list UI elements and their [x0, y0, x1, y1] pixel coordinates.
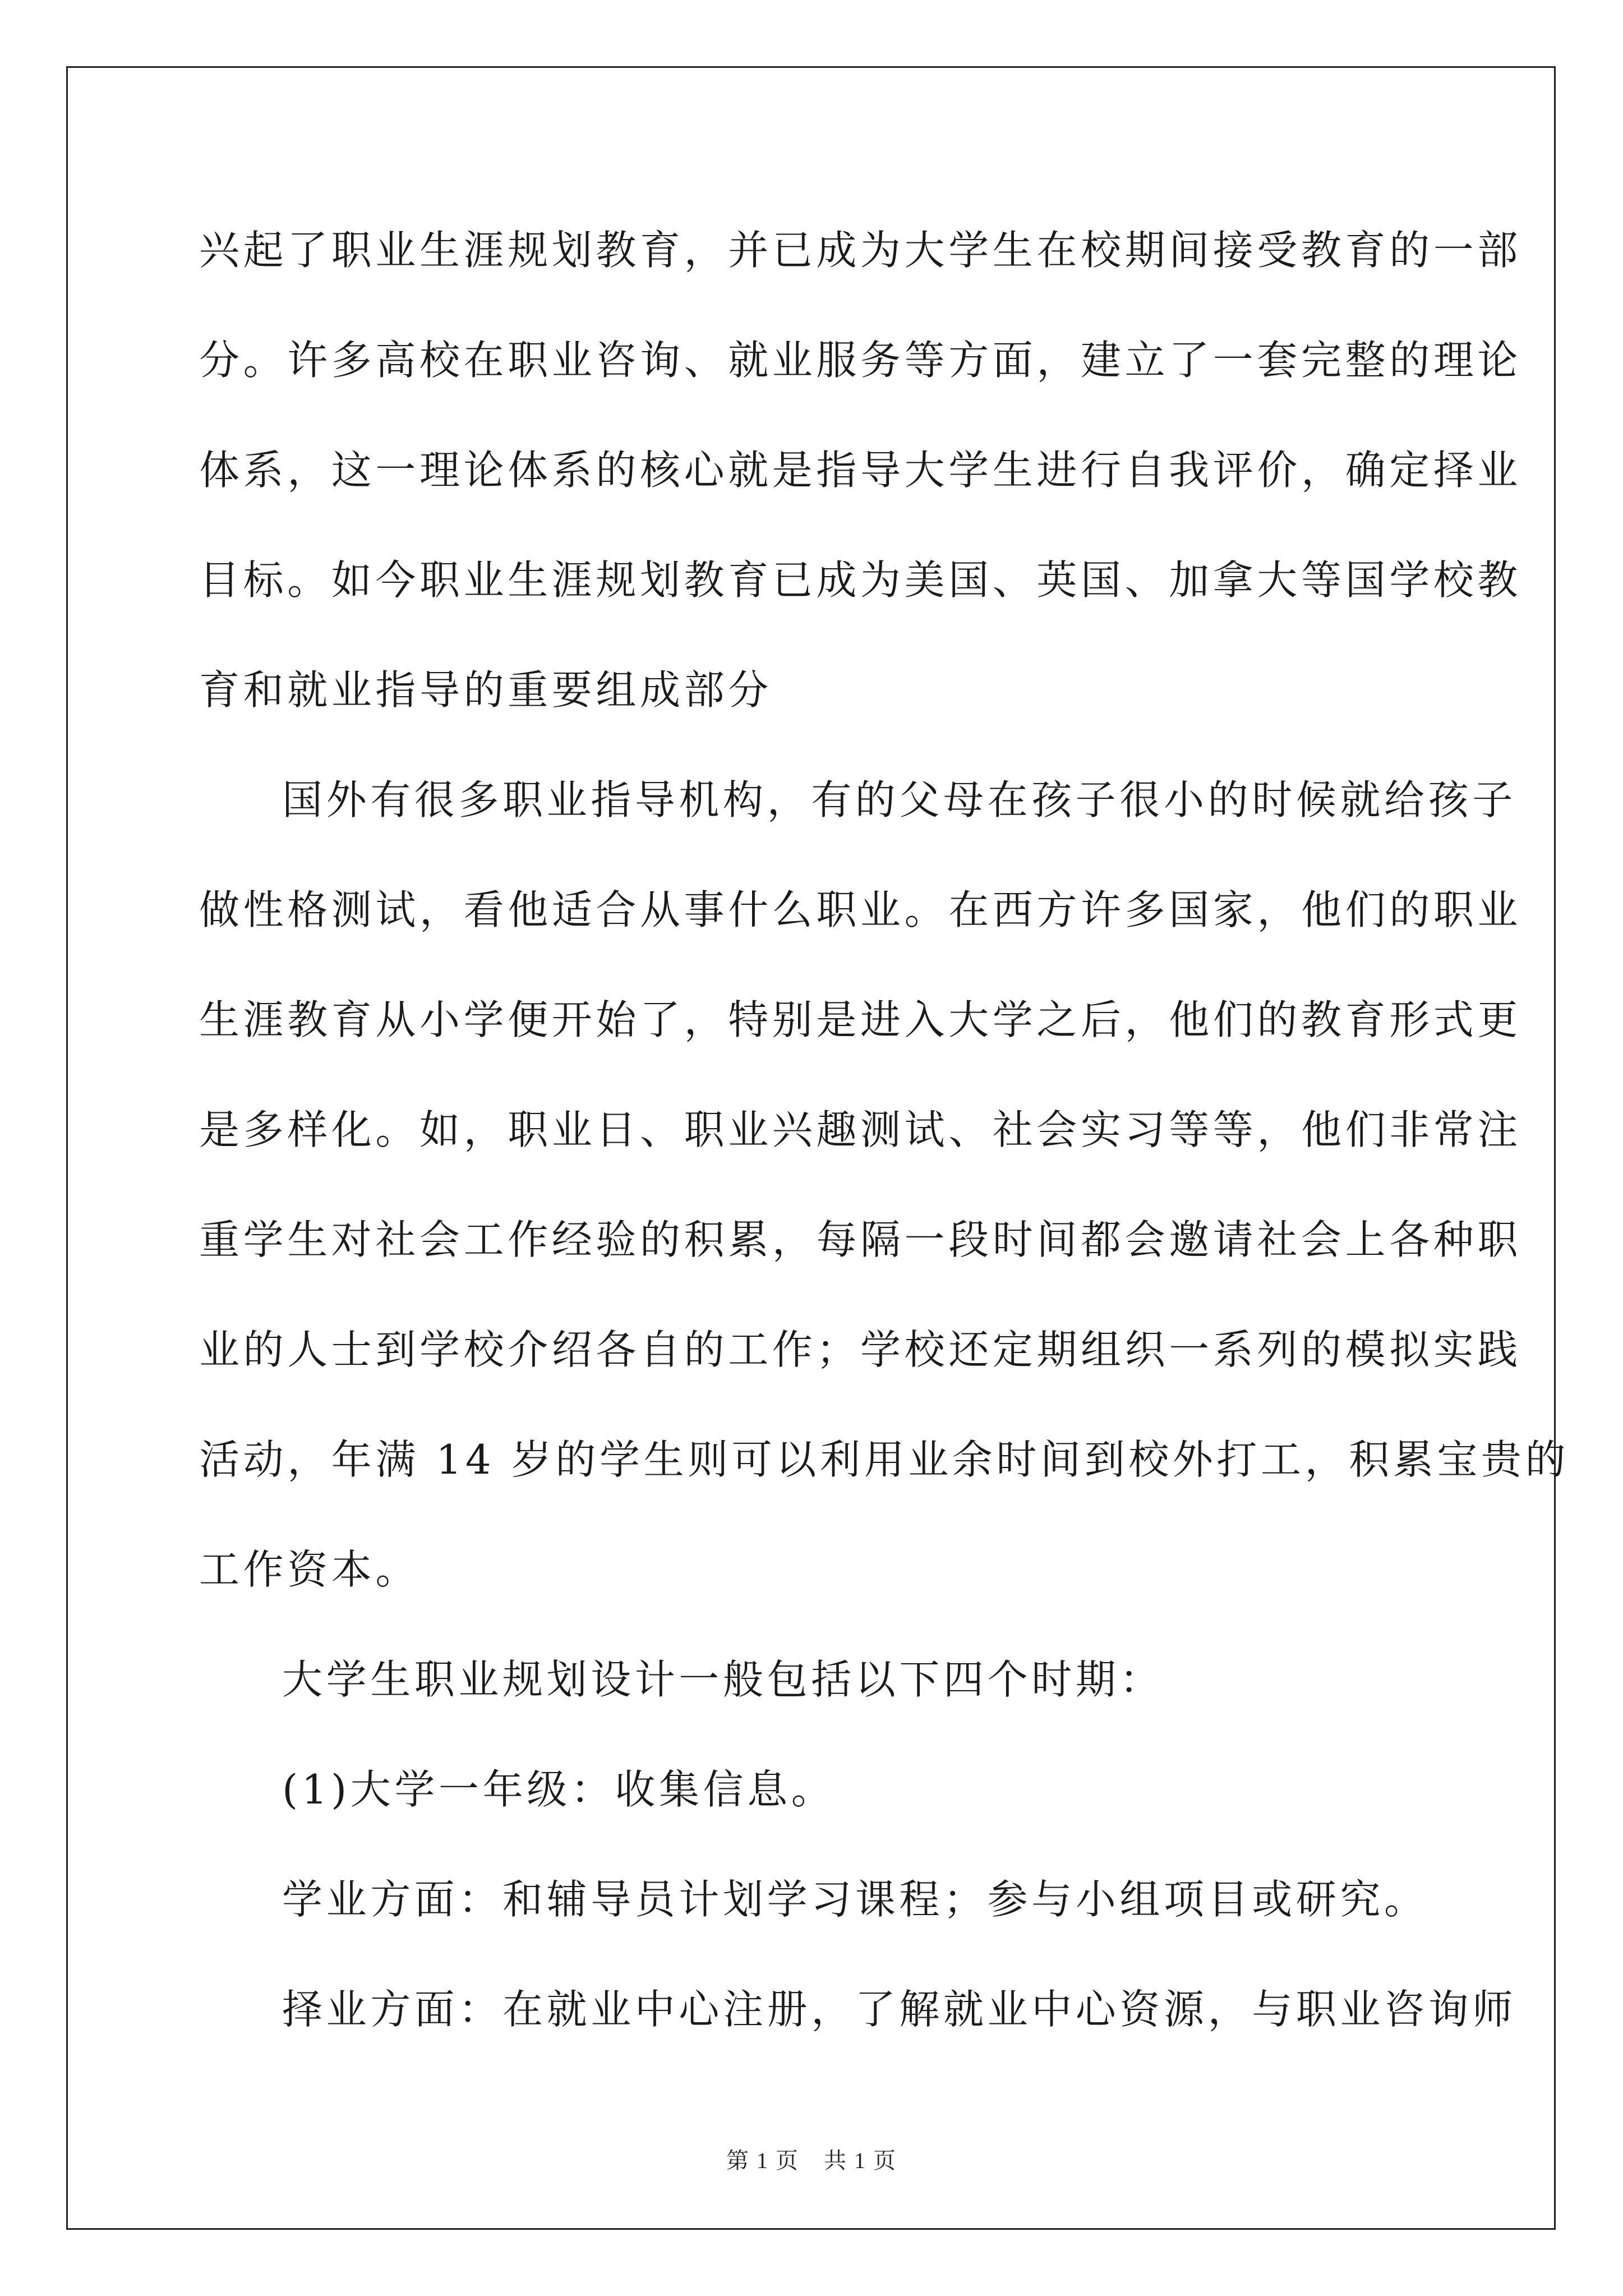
text-line: 是多样化。如，职业日、职业兴趣测试、社会实习等等，他们非常注 — [199, 1106, 1522, 1153]
text-line: 做性格测试，看他适合从事什么职业。在西方许多国家，他们的职业 — [199, 886, 1522, 933]
paragraph-first-line: 择业方面：在就业中心注册，了解就业中心资源，与职业咨询师 — [282, 1986, 1516, 2033]
list-item: (1)大学一年级：收集信息。 — [282, 1766, 836, 1813]
text-line: 活动，年满 14 岁的学生则可以利用业余时间到校外打工，积累宝贵的 — [199, 1436, 1570, 1483]
text-line: 生涯教育从小学便开始了，特别是进入大学之后，他们的教育形式更 — [199, 996, 1522, 1043]
page-number: 第 1 页 — [726, 2148, 799, 2173]
text-line: 重学生对社会工作经验的积累，每隔一段时间都会邀请社会上各种职 — [199, 1216, 1522, 1263]
text-line: 工作资本。 — [199, 1546, 420, 1593]
paragraph-first-line: 学业方面：和辅导员计划学习课程；参与小组项目或研究。 — [282, 1876, 1428, 1923]
text-line: 育和就业指导的重要组成部分 — [199, 666, 772, 714]
page-footer — [0, 2143, 1623, 2175]
text-line: 业的人士到学校介绍各自的工作；学校还定期组织一系列的模拟实践 — [199, 1326, 1522, 1373]
text-line: 分。许多高校在职业咨询、就业服务等方面，建立了一套完整的理论 — [199, 337, 1522, 384]
paragraph-first-line: 大学生职业规划设计一般包括以下四个时期： — [282, 1656, 1164, 1703]
paragraph-first-line: 国外有很多职业指导机构，有的父母在孩子很小的时候就给孩子 — [282, 776, 1516, 823]
page-total: 共 1 页 — [824, 2148, 897, 2173]
text-line: 目标。如今职业生涯规划教育已成为美国、英国、加拿大等国学校教 — [199, 556, 1522, 604]
text-line: 体系，这一理论体系的核心就是指导大学生进行自我评价，确定择业 — [199, 447, 1522, 494]
text-line: 兴起了职业生涯规划教育，并已成为大学生在校期间接受教育的一部 — [199, 227, 1522, 274]
